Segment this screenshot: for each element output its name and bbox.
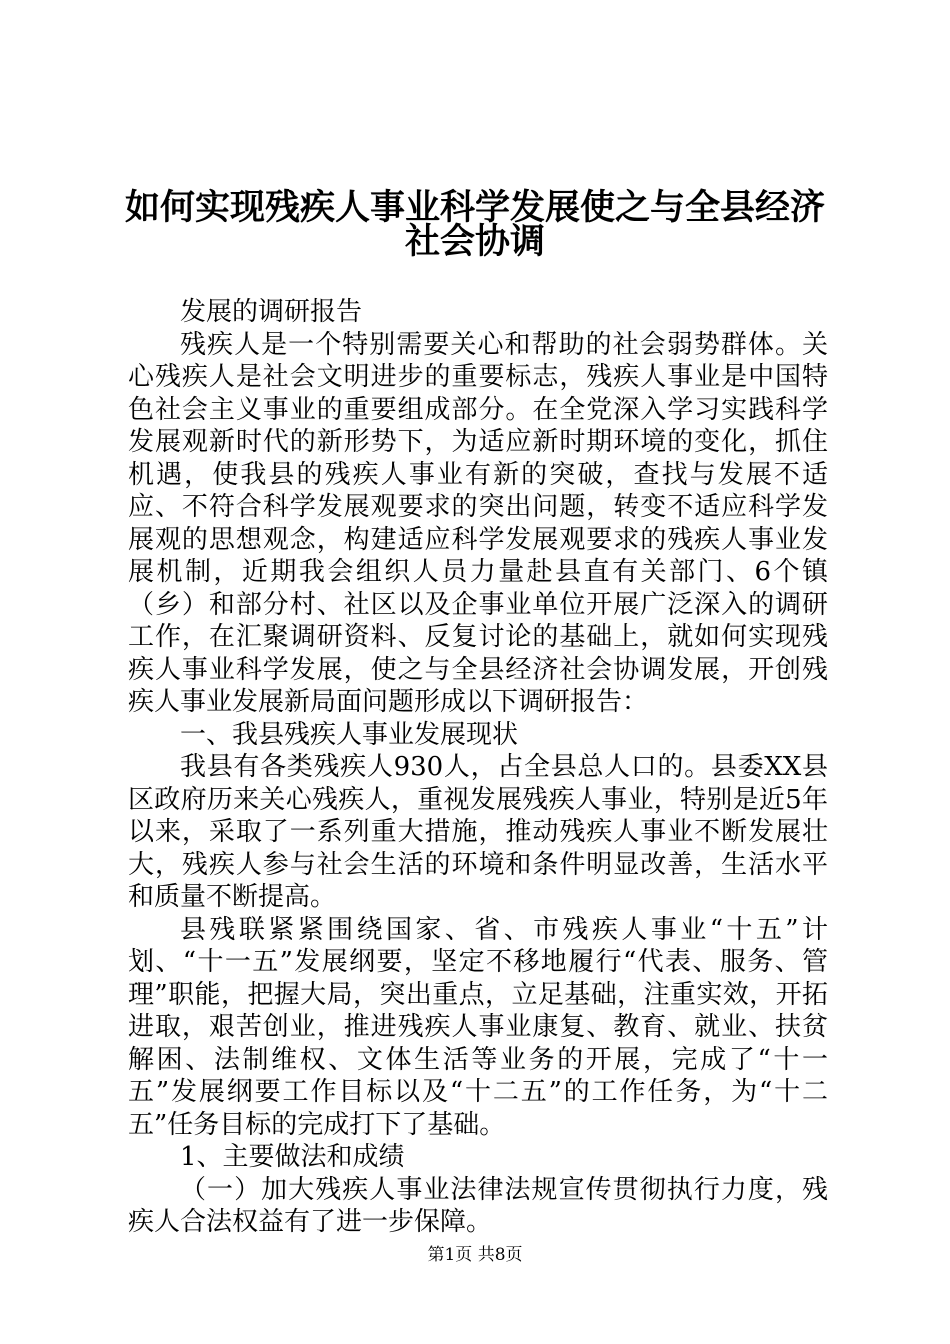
paragraph-item-1: （一）加大残疾人事业法律法规宣传贯彻执行力度，残疾人合法权益有了进一步保障。 xyxy=(128,1174,828,1237)
paragraph-status: 我县有各类残疾人930人，占全县总人口的。县委XX县区政府历来关心残疾人，重视发展残疾人事业，特别是近5年以来，采取了一系列重大措施，推动残疾人事业不断发展壮大，残疾人参与社会生活的环境和条件明显改善，生活水平和质量不断提高。 xyxy=(128,752,828,912)
page-footer: 第1页 共8页 xyxy=(427,1245,523,1265)
document-title-line-2: 社会协调 xyxy=(404,221,545,262)
paragraph-subtitle: 发展的调研报告 xyxy=(180,297,363,327)
paragraph-work: 县残联紧紧围绕国家、省、市残疾人事业“十五”计划、“十一五”发展纲要，坚定不移地履行“代表、服务、管理”职能，把握大局，突出重点，立足基础，注重实效，开拓进取，艰苦创业，推进残疾人事业康复、教育、就业、扶贫解困、法制维权、文体生活等业务的开展，完成了“十一五”发展纲要工作目标以及“十二五”的工作任务，为“十二五”任务目标的完成打下了基础。 xyxy=(128,914,828,1140)
document-body xyxy=(128,296,828,1239)
section-heading-2: 1、主要做法和成绩 xyxy=(180,1142,405,1172)
section-heading-1: 一、我县残疾人事业发展现状 xyxy=(180,719,519,750)
document-title-line-1: 如何实现残疾人事业科学发展使之与全县经济 xyxy=(124,187,825,228)
paragraph-intro: 残疾人是一个特别需要关心和帮助的社会弱势群体。关心残疾人是社会文明进步的重要标志，残疾人事业是中国特色社会主义事业的重要组成部分。在全党深入学习实践科学发展观新时代的新形势下，为适应新时期环境的变化，抓住机遇，使我县的残疾人事业有新的突破，查找与发展不适应、不符合科学发展观要求的突出问题，转变不适应科学发展观的思想观念，构建适应科学发展观要求的残疾人事业发展机制，近期我会组织人员力量赴县直有关部门、6个镇（乡）和部分村、社区以及企事业单位开展广泛深入的调研工作，在汇聚调研资料、反复讨论的基础上，就如何实现残疾人事业科学发展，使之与全县经济社会协调发展，开创残疾人事业发展新局面问题形成以下调研报告： xyxy=(128,329,828,717)
